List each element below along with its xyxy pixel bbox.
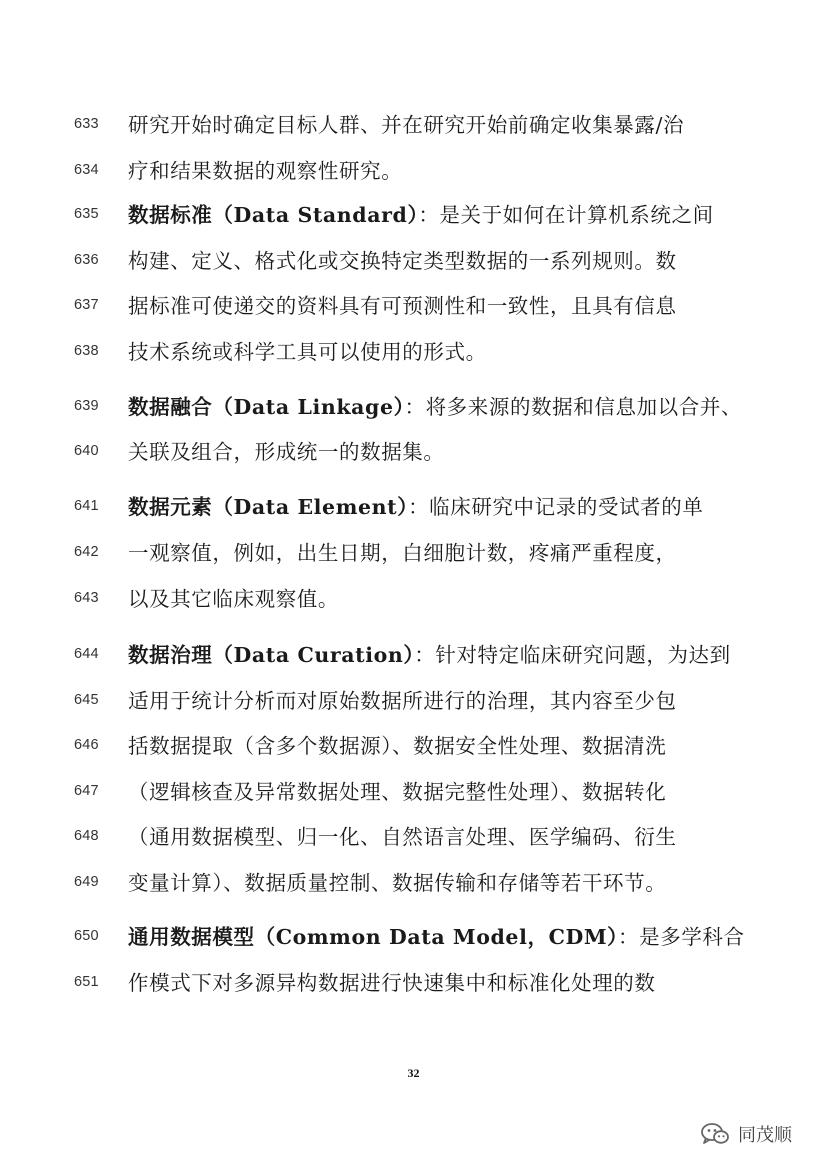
line-text	[128, 686, 712, 716]
line-text	[128, 922, 745, 952]
defined-term: 数据元素（Data Element）	[128, 495, 409, 519]
line-body: （通用数据模型、归一化、自然语言处理、医学编码、衍生	[128, 825, 677, 849]
line-body: 据标准可使递交的资料具有可预测性和一致性，且具有信息	[128, 294, 677, 318]
text-line	[0, 686, 827, 716]
line-number: 648	[74, 828, 99, 844]
text-line	[0, 822, 827, 852]
line-text	[128, 200, 712, 230]
line-number: 633	[74, 116, 99, 132]
text-line	[0, 922, 827, 952]
defined-term: 通用数据模型（Common Data Model，CDM）	[128, 925, 619, 949]
page-number: 32	[407, 1066, 420, 1080]
line-number: 637	[74, 297, 99, 313]
line-body: 疗和结果数据的观察性研究。	[128, 159, 403, 183]
line-text	[128, 246, 712, 276]
line-body: 关联及组合，形成统一的数据集。	[128, 440, 445, 464]
line-body: 研究开始时确定目标人群、并在研究开始前确定收集暴露/治	[128, 113, 685, 137]
line-text	[128, 492, 712, 522]
line-number: 643	[74, 590, 99, 606]
line-body: 技术系统或科学工具可以使用的形式。	[128, 340, 487, 364]
line-number: 649	[74, 874, 99, 890]
text-line	[0, 968, 827, 998]
line-body: 变量计算）、数据质量控制、数据传输和存储等若干环节。	[128, 871, 667, 895]
line-body: ：是多学科合	[618, 925, 745, 949]
line-number: 644	[74, 646, 99, 662]
line-text	[128, 392, 743, 422]
text-line	[0, 200, 827, 230]
line-body: 一观察值，例如，出生日期，白细胞计数，疼痛严重程度，	[128, 541, 677, 565]
line-text	[128, 968, 712, 998]
text-line	[0, 156, 827, 186]
line-body: ：临床研究中记录的受试者的单	[408, 495, 704, 519]
line-number: 640	[74, 443, 99, 459]
line-number: 634	[74, 162, 99, 178]
line-text	[128, 437, 712, 467]
line-text	[128, 291, 712, 321]
line-body: 构建、定义、格式化或交换特定类型数据的一系列规则。数	[128, 249, 677, 273]
text-line	[0, 538, 827, 568]
line-text	[128, 640, 731, 670]
line-text	[128, 868, 712, 898]
line-number: 635	[74, 206, 99, 222]
text-line	[0, 777, 827, 807]
line-text	[128, 731, 712, 761]
line-body: （逻辑核查及异常数据处理、数据完整性处理）、数据转化	[128, 780, 667, 804]
text-line	[0, 110, 827, 140]
line-text	[128, 584, 712, 614]
line-text	[128, 538, 712, 568]
line-number: 647	[74, 783, 99, 799]
line-body: 适用于统计分析而对原始数据所进行的治理，其内容至少包	[128, 689, 677, 713]
line-text	[128, 777, 712, 807]
wechat-icon	[700, 1121, 730, 1147]
line-text	[128, 110, 712, 140]
line-text	[128, 156, 712, 186]
line-body: 以及其它临床观察值。	[128, 587, 339, 611]
text-line	[0, 291, 827, 321]
line-body: ：是关于如何在计算机系统之间	[418, 203, 714, 227]
text-line	[0, 584, 827, 614]
text-line	[0, 337, 827, 367]
text-line	[0, 731, 827, 761]
line-number: 646	[74, 737, 99, 753]
line-body: ：针对特定临床研究问题，为达到	[414, 643, 731, 667]
line-number: 639	[74, 398, 99, 414]
line-number: 641	[74, 498, 99, 514]
line-number: 650	[74, 928, 99, 944]
watermark	[700, 1120, 792, 1148]
line-text	[128, 822, 712, 852]
text-line	[0, 437, 827, 467]
text-line	[0, 246, 827, 276]
line-text	[128, 337, 712, 367]
text-line	[0, 492, 827, 522]
defined-term: 数据融合（Data Linkage）	[128, 395, 405, 419]
line-number: 651	[74, 974, 99, 990]
defined-term: 数据标准（Data Standard）	[128, 203, 419, 227]
text-line	[0, 392, 827, 422]
text-line	[0, 640, 827, 670]
text-line	[0, 868, 827, 898]
line-body: 括数据提取（含多个数据源）、数据安全性处理、数据清洗	[128, 734, 667, 758]
defined-term: 数据治理（Data Curation）	[128, 643, 415, 667]
line-number: 638	[74, 343, 99, 359]
line-number: 645	[74, 692, 99, 708]
line-number: 636	[74, 252, 99, 268]
line-body: 作模式下对多源异构数据进行快速集中和标准化处理的数	[128, 971, 656, 995]
line-body: ：将多来源的数据和信息加以合并、	[404, 395, 743, 419]
watermark-label: 同茂顺	[738, 1125, 792, 1146]
line-number: 642	[74, 544, 99, 560]
